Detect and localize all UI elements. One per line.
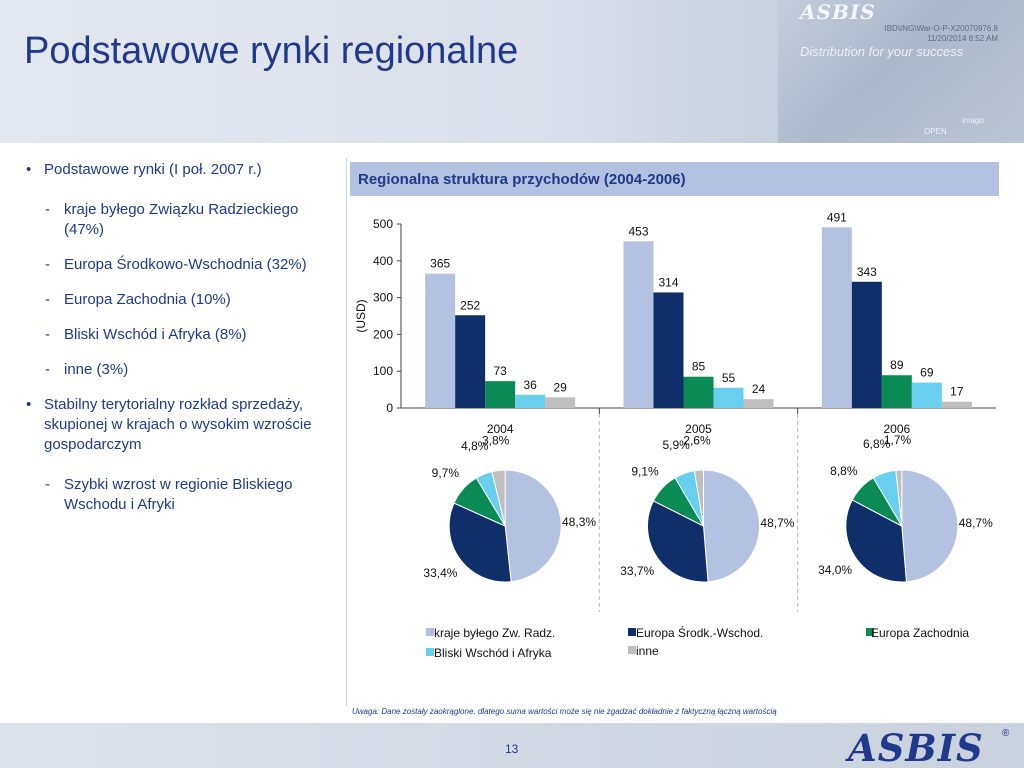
pie-label: 3,8% [481, 433, 510, 448]
bar [624, 241, 654, 408]
bar-value-label: 89 [890, 358, 904, 373]
x-tick-label: 2006 [883, 422, 911, 436]
bar [822, 227, 852, 408]
header-banner [0, 0, 1024, 143]
sub-bullet-item [24, 255, 342, 275]
sub-bullet-marker: - [45, 201, 50, 218]
bar-value-label: 36 [523, 377, 537, 392]
bullet-text: Podstawowe rynki (I poł. 2007 r.) [44, 161, 262, 178]
document-reference-date: 11/20/2014 8:52 AM [926, 34, 998, 43]
asbis-logo [848, 726, 1010, 770]
bar-value-label: 365 [430, 256, 451, 271]
sub-bullet-list [24, 475, 342, 515]
bar-value-label: 29 [553, 380, 567, 395]
document-reference-id: IBD\ING\War-O-P-X20070976.8 [884, 24, 998, 33]
pie-label: 2,6% [683, 433, 711, 448]
pie-label: 9,7% [431, 465, 460, 480]
bar [515, 395, 545, 408]
pie-slice [505, 470, 561, 582]
bar [852, 282, 882, 408]
bar [882, 375, 912, 408]
pie-label: 34,0% [818, 563, 853, 578]
pie-slice [704, 470, 760, 582]
sub-bullet-item [24, 290, 342, 310]
y-tick-label: 500 [372, 217, 393, 231]
page-number: 13 [505, 742, 519, 756]
bar-value-label: 24 [751, 382, 766, 397]
footnote: Uwaga: Dane zostały zaokrąglone, dlatego suma wartości może się nie zgadzać dokładnie z faktyczną łączną wartością [352, 707, 777, 716]
legend-swatch [426, 648, 434, 656]
legend-label: kraje byłego Zw. Radz. [434, 626, 556, 640]
bar-value-label: 73 [493, 364, 507, 379]
bar [425, 274, 455, 408]
bar-value-label: 343 [856, 264, 877, 279]
sub-bullet-text: kraje byłego Związku Radzieckiego (47%) [64, 201, 299, 238]
bar-value-label: 453 [628, 224, 649, 239]
bullet-marker: • [26, 396, 32, 413]
bullet-marker: • [26, 161, 32, 178]
x-tick-label: 2004 [486, 422, 514, 436]
bar [714, 388, 744, 408]
sub-bullet-text: Szybki wzrost w regionie Bliskiego Wschodu i Afryki [64, 476, 293, 513]
y-axis-label: (USD) [354, 299, 368, 333]
sub-bullet-marker: - [45, 476, 50, 493]
sub-bullet-text: Bliski Wschód i Afryka (8%) [64, 326, 247, 343]
sub-bullet-text: inne (3%) [64, 361, 129, 378]
pie-label: 33,4% [423, 566, 458, 581]
bar [744, 399, 774, 408]
revenue-chart [346, 200, 1006, 670]
header-background-logo: ASBIS [800, 0, 876, 24]
pie-label: 9,1% [631, 464, 659, 479]
sub-bullet-marker: - [45, 361, 50, 378]
bullet-list [24, 160, 342, 530]
slide-title: Podstawowe rynki regionalne [24, 30, 519, 72]
pie-label: 48,7% [958, 515, 993, 530]
pie-label: 1,7% [883, 433, 912, 448]
sub-bullet-text: Europa Zachodnia (10%) [64, 291, 231, 308]
header-background-tagline: Distribution for your success [800, 44, 964, 59]
legend-label: Bliski Wschód i Afryka [434, 646, 552, 660]
pie-label: 8,8% [830, 463, 858, 478]
pie-label: 4,8% [461, 438, 489, 453]
pie-label: 6,8% [862, 437, 891, 452]
x-tick-label: 2005 [685, 422, 712, 436]
y-tick-label: 0 [386, 401, 393, 415]
y-tick-label: 300 [372, 290, 393, 305]
logo-text: ASBIS [848, 726, 984, 770]
bar-value-label: 491 [826, 210, 847, 225]
legend-label: Europa Zachodnia [871, 626, 970, 640]
sub-bullet-item [24, 200, 342, 240]
document-reference [884, 24, 998, 44]
registered-mark: ® [1002, 728, 1010, 739]
chart-title: Regionalna struktura przychodów (2004-2006) [358, 171, 686, 188]
pie-label: 48,7% [760, 515, 795, 530]
bar [485, 381, 515, 408]
bar-value-label: 17 [950, 384, 964, 399]
bar-value-label: 69 [920, 365, 934, 380]
bar-value-label: 55 [721, 370, 736, 385]
sub-bullet-item [24, 325, 342, 345]
bullet-item [24, 160, 342, 180]
legend-label: inne [636, 644, 659, 658]
bullet-item [24, 395, 342, 455]
bar [684, 377, 714, 408]
bullet-text: Stabilny terytorialny rozkład sprzedaży, skupionej w krajach o wysokim wzroście gospodarczym [44, 396, 312, 453]
legend-label: Europa Środk.-Wschod. [636, 626, 764, 640]
bar-value-label: 252 [460, 298, 481, 313]
bar [455, 315, 485, 408]
y-tick-label: 100 [372, 364, 393, 379]
bar [545, 397, 575, 408]
bar-value-label: 85 [691, 359, 706, 374]
y-tick-label: 400 [372, 253, 393, 268]
header-background-imago: imago [962, 116, 984, 125]
pie-label: 48,3% [562, 515, 597, 530]
y-tick-label: 200 [372, 327, 393, 342]
legend-swatch [628, 646, 636, 654]
pie-label: 5,9% [662, 437, 690, 452]
sub-bullet-list [24, 200, 342, 380]
bar [942, 402, 972, 408]
pie-slice [902, 470, 958, 582]
chart-header [350, 162, 999, 196]
sub-bullet-item [24, 360, 342, 380]
bar [654, 292, 684, 408]
sub-bullet-marker: - [45, 256, 50, 273]
pie-label: 33,7% [620, 563, 655, 578]
legend-swatch [628, 628, 636, 636]
sub-bullet-marker: - [45, 291, 50, 308]
sub-bullet-item [24, 475, 342, 515]
sub-bullet-marker: - [45, 326, 50, 343]
sub-bullet-text: Europa Środkowo-Wschodnia (32%) [64, 256, 307, 273]
bar [912, 383, 942, 408]
header-background-open: OPEN [924, 127, 947, 136]
bar-value-label: 314 [658, 275, 679, 290]
legend-swatch [426, 628, 434, 636]
